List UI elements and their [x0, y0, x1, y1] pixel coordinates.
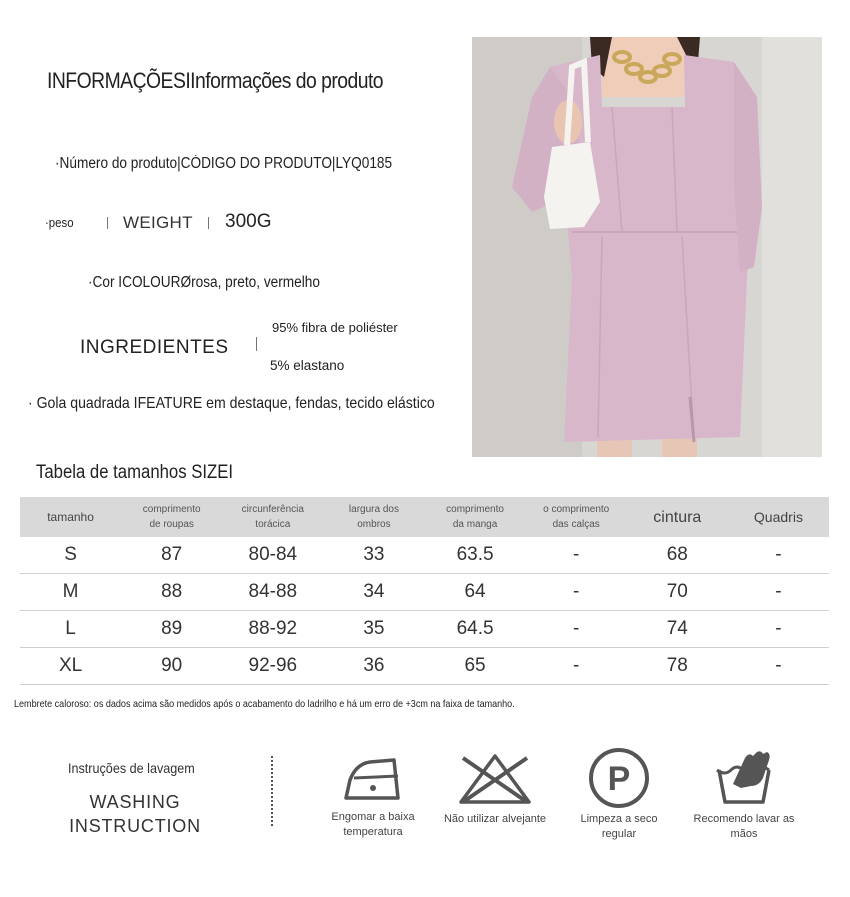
table-cell: - [526, 648, 627, 685]
table-row [20, 574, 829, 611]
weight-label-pt: ·peso [45, 215, 74, 230]
weight-value: 300G [225, 211, 272, 232]
size-table [20, 497, 829, 685]
table-row [20, 648, 829, 685]
feature-text: · Gola quadrada IFEATURE em destaque, fendas, tecido elástico [28, 395, 435, 412]
color-options: ·Cor ICOLOURØrosa, preto, vermelho [88, 274, 320, 291]
header-pants-length: o comprimento das calças [543, 504, 610, 530]
table-cell: 78 [627, 648, 728, 685]
header-waist: cintura [653, 508, 702, 526]
product-number: ·Número do produto|CÓDIGO DO PRODUTO|LYQ0185 [55, 155, 393, 172]
table-cell: S [20, 537, 121, 574]
table-cell: 36 [323, 648, 424, 685]
care-item-no-bleach [440, 752, 550, 827]
size-note: Lembrete caloroso: os dados acima são medidos após o acabamento do ladrilho e há um erro de +3cm na faixa de tamanho. [14, 698, 515, 710]
table-cell: 33 [323, 537, 424, 574]
table-cell: 88-92 [222, 611, 323, 648]
table-cell: 87 [121, 537, 222, 574]
table-cell: 90 [121, 648, 222, 685]
washing-title-line1: WASHING [89, 792, 181, 812]
ingredients-label: INGREDIENTES [80, 337, 229, 358]
table-cell: 88 [121, 574, 222, 611]
table-cell: - [526, 611, 627, 648]
header-bust: circunferência torácica [241, 504, 304, 530]
care-item-dry-clean [564, 746, 674, 842]
divider [107, 217, 108, 229]
product-photo [472, 37, 822, 457]
washing-title-line2: INSTRUCTION [69, 816, 201, 836]
table-row [20, 611, 829, 648]
table-cell: - [526, 574, 627, 611]
care-label-dry-clean: Limpeza a seco regular [580, 813, 658, 840]
table-cell: 35 [323, 611, 424, 648]
table-cell: 63.5 [425, 537, 526, 574]
header-sleeve: comprimento da manga [446, 504, 504, 530]
table-row [20, 537, 829, 574]
table-cell: XL [20, 648, 121, 685]
no-bleach-icon [455, 752, 535, 806]
ingredient-elastane: 5% elastano [270, 358, 345, 373]
care-item-hand-wash [689, 748, 799, 842]
ingredient-polyester: 95% fibra de poliéster [272, 320, 398, 335]
table-cell: 64 [425, 574, 526, 611]
dry-clean-p-icon [587, 746, 651, 810]
table-cell: L [20, 611, 121, 648]
washing-title-pt: Instruções de lavagem [68, 760, 195, 776]
care-label-hand-wash: Recomendo lavar as mãos [693, 813, 795, 840]
iron-low-temperature-icon [340, 752, 406, 804]
svg-text:P: P [607, 760, 631, 798]
table-cell: 84-88 [222, 574, 323, 611]
care-label-iron: Engomar a baixa temperatura [331, 811, 415, 838]
table-cell: 70 [627, 574, 728, 611]
table-cell: - [526, 537, 627, 574]
table-cell: 80-84 [222, 537, 323, 574]
weight-label-en: WEIGHT [123, 213, 193, 232]
table-cell: 65 [425, 648, 526, 685]
page-title: INFORMAÇÕESIInformações do produto [47, 68, 384, 93]
care-label-no-bleach: Não utilizar alvejante [443, 813, 547, 825]
table-header-row [20, 497, 829, 537]
hand-wash-icon [711, 748, 777, 806]
table-cell: 68 [627, 537, 728, 574]
table-cell: 74 [627, 611, 728, 648]
divider [256, 337, 257, 351]
dotted-divider [271, 756, 273, 826]
washing-title-en [60, 790, 210, 838]
table-cell: 92-96 [222, 648, 323, 685]
table-cell: 64.5 [425, 611, 526, 648]
header-size: tamanho [47, 509, 94, 524]
table-cell: 89 [121, 611, 222, 648]
divider [208, 217, 209, 229]
table-cell: - [728, 648, 829, 685]
table-cell: - [728, 537, 829, 574]
table-cell: - [728, 611, 829, 648]
table-cell: M [20, 574, 121, 611]
header-garment-length: comprimento de roupas [142, 504, 201, 530]
table-cell: - [728, 574, 829, 611]
care-item-iron [318, 752, 428, 840]
header-shoulder: largura dos ombros [348, 504, 399, 530]
size-table-title: Tabela de tamanhos SIZEI [36, 462, 234, 483]
table-cell: 34 [323, 574, 424, 611]
header-hips: Quadris [753, 508, 803, 525]
